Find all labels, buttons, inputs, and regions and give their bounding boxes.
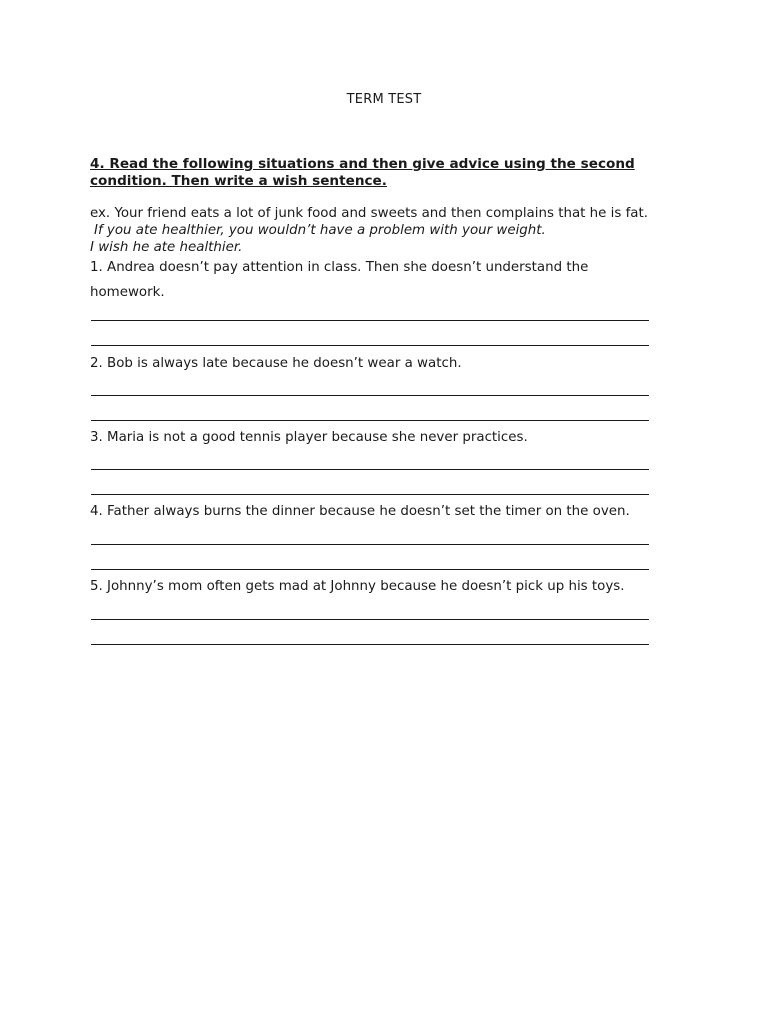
question-4: 4. Father always burns the dinner because he doesn’t set the timer on the oven. [90, 504, 630, 519]
page-title: TERM TEST [346, 92, 422, 107]
example-block [90, 205, 690, 256]
answer-line[interactable] [91, 619, 649, 620]
answer-line[interactable] [91, 644, 649, 645]
question-1: 1. Andrea doesn’t pay attention in class. Then she doesn’t understand the homework. [90, 260, 589, 300]
exercise-instruction: 4. Read the following situations and then give advice using the second condition. Then write a wish sentence. [90, 156, 635, 189]
answer-line[interactable] [91, 494, 649, 495]
answer-line[interactable] [91, 469, 649, 470]
answer-line[interactable] [91, 569, 649, 570]
answer-line[interactable] [91, 320, 649, 321]
answer-line[interactable] [91, 420, 649, 421]
example-prompt: ex. Your friend eats a lot of junk food and sweets and then complains that he is fat. [90, 206, 649, 221]
question-5: 5. Johnny’s mom often gets mad at Johnny because he doesn’t pick up his toys. [90, 579, 625, 594]
question-2: 2. Bob is always late because he doesn’t wear a watch. [90, 356, 462, 371]
question-3: 3. Maria is not a good tennis player because she never practices. [90, 430, 528, 445]
answer-line[interactable] [91, 395, 649, 396]
example-wish: I wish he ate healthier. [90, 240, 243, 255]
answer-line[interactable] [91, 544, 649, 545]
example-advice: If you ate healthier, you wouldn’t have a problem with your weight. [94, 223, 546, 238]
answer-line[interactable] [91, 345, 649, 346]
